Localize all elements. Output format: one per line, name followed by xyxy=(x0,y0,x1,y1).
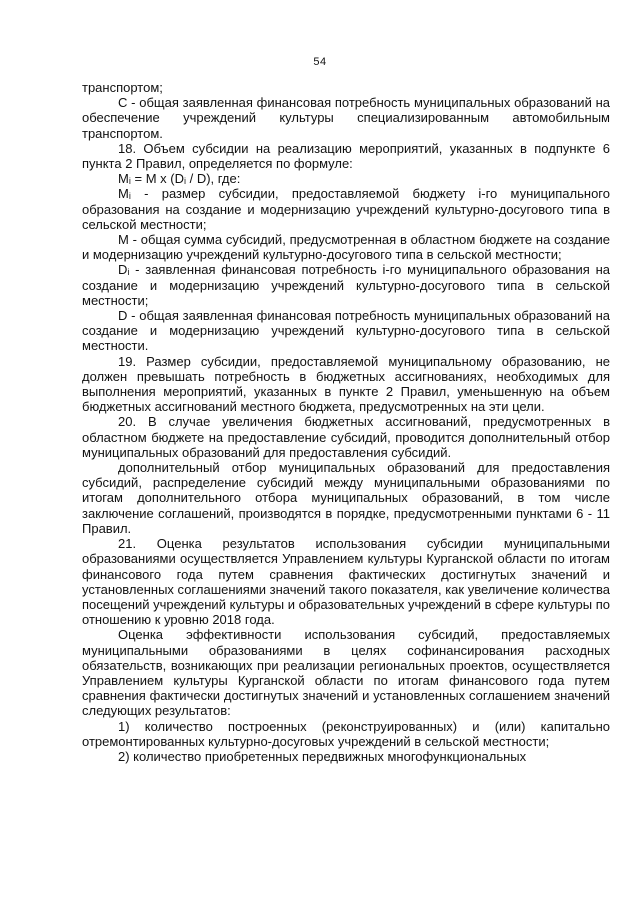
paragraph: транспортом; xyxy=(82,80,163,95)
paragraph: 20. В случае увеличения бюджетных ассигнований, предусмотренных в областном бюджете на предоставление субсидий, проводится дополнительный отбор муниципальных образований для предоставления субсидий. xyxy=(82,414,610,460)
paragraph: 18. Объем субсидии на реализацию мероприятий, указанных в подпункте 6 пункта 2 Правил, определяется по формуле: xyxy=(82,140,610,172)
paragraph: Dᵢ - заявленная финансовая потребность i-го муниципального образования на создание и модернизацию учреждений культурно-досугового типа в сельской местности; xyxy=(82,262,610,308)
list-item: 1) количество построенных (реконструированных) и (или) капитально отремонтированных культурно-досуговых учреждений в сельской местности; xyxy=(82,718,610,749)
document-body xyxy=(82,80,610,764)
paragraph: Оценка эффективности использования субсидий, предоставляемых муниципальными образованиями в целях софинансирования расходных обязательств, возникающих при реализации региональных проектов, осуществляется Управлением культуры Курганской области по итогам финансового года путем сравнения фактически достигнутых значений и установленных соглашением значений следующих результатов: xyxy=(82,627,610,719)
paragraph: С - общая заявленная финансовая потребность муниципальных образований на обеспечение учреждений культуры специализированным автомобильным транспортом. xyxy=(82,95,610,141)
paragraph: 19. Размер субсидии, предоставляемой муниципальному образованию, не должен превышать потребность в бюджетных ассигнованиях, необходимых для выполнения мероприятий, указанных в пункте 2 Правил, уменьшенную на объем бюджетных ассигнований местного бюджета, предусмотренных на эти цели. xyxy=(82,353,610,415)
list-item: 2) количество приобретенных передвижных многофункциональных xyxy=(118,748,527,764)
page-number: 54 xyxy=(313,56,327,68)
paragraph: дополнительный отбор муниципальных образований для предоставления субсидий, распределение субсидий между муниципальными образованиями по итогам дополнительного отбора муниципальных образований, в том числе заключение соглашений, производятся в порядке, предусмотренными пунктами 6 - 11 Правил. xyxy=(82,460,610,536)
paragraph: M - общая сумма субсидий, предусмотренная в областном бюджете на создание и модернизацию учреждений культурно-досугового типа в сельской местности; xyxy=(82,232,610,263)
formula: Mᵢ = M x (Dᵢ / D), где: xyxy=(118,171,241,187)
paragraph: 21. Оценка результатов использования субсидии муниципальными образованиями осуществляется Управлением культуры Курганской области по итогам финансового года путем сравнения фактических достигнутых значений и установленных соглашениями значений такого показателя, как увеличение количества посещений учреждений культуры и образовательных учреждений в сфере культуры по отношению к уровню 2018 года. xyxy=(82,536,610,628)
paragraph: Mᵢ - размер субсидии, предоставляемой бюджету i-го муниципального образования на создание и модернизацию учреждений культурно-досугового типа в сельской местности; xyxy=(82,186,610,232)
paragraph: D - общая заявленная финансовая потребность муниципальных образований на создание и модернизацию учреждений культурно-досугового типа в сельской местности. xyxy=(82,308,610,354)
